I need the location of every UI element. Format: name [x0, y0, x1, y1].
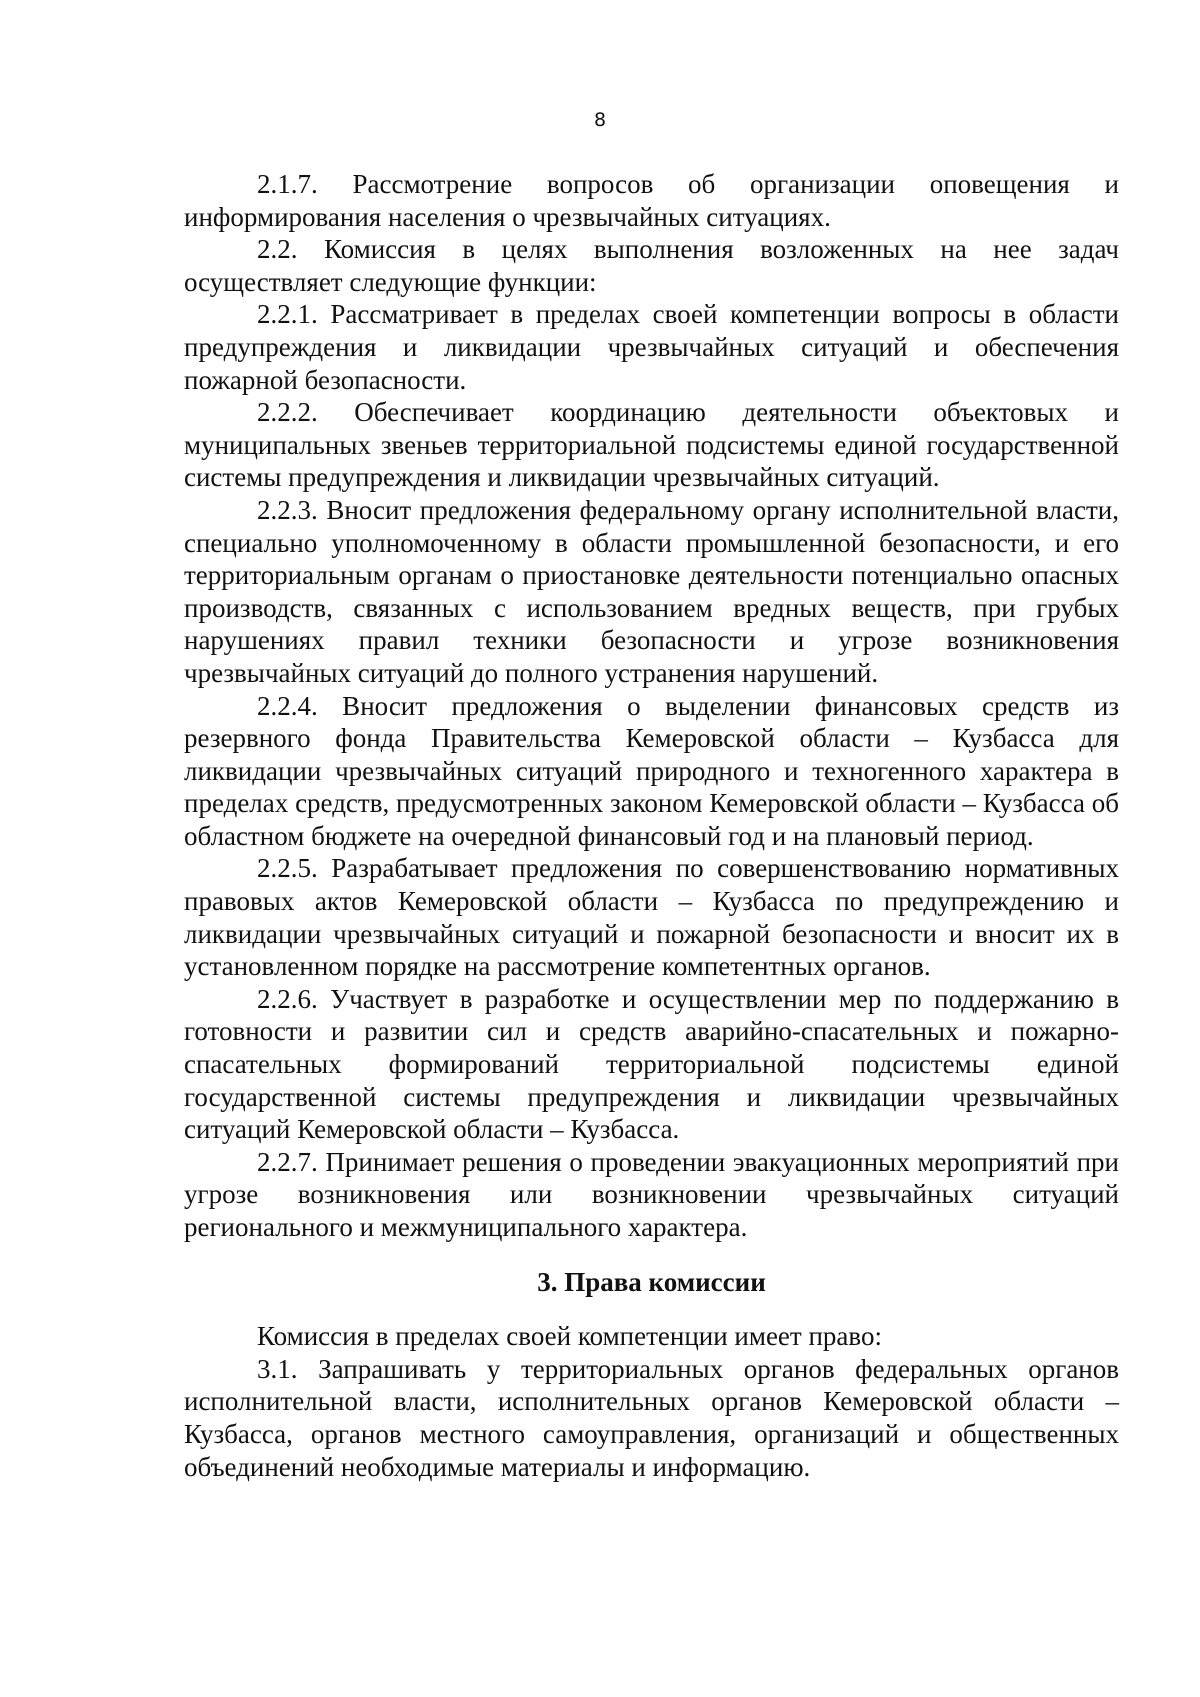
- paragraph-rights-intro: Комиссия в пределах своей компетенции имеет право:: [257, 1321, 882, 1352]
- paragraph-2-2-1: 2.2.1. Рассматривает в пределах своей компетенции вопросы в области предупреждения и ликвидации чрезвычайных ситуаций и обеспечения пожарной безопасности.: [184, 299, 1119, 395]
- page-number: 8: [593, 109, 607, 131]
- paragraph-2-2-5: 2.2.5. Разрабатывает предложения по совершенствованию нормативных правовых актов Кемеровской области – Кузбасса по предупреждению и ликвидации чрезвычайных ситуаций и пожарной безопасности и вносит их в установленном порядке на рассмотрение компетентных органов.: [184, 853, 1119, 982]
- section-heading: 3. Права комиссии: [537, 1266, 766, 1297]
- paragraph-2-2-3: 2.2.3. Вносит предложения федеральному органу исполнительной власти, специально уполномоченному в области промышленной безопасности, и его территориальным органам о приостановке деятельности потенциально опасных производств, связанных с использованием вредных веществ, при грубых нарушениях правил техники безопасности и угрозе возникновения чрезвычайных ситуаций до полного устранения нарушений.: [184, 494, 1119, 688]
- paragraph-2-2-6: 2.2.6. Участвует в разработке и осуществлении мер по поддержанию в готовности и развитии сил и средств аварийно-спасательных и пожарно-спасательных формирований территориальной подсистемы единой государственной системы предупреждения и ликвидации чрезвычайных ситуаций Кемеровской области – Кузбасса.: [184, 983, 1119, 1145]
- document-body: [184, 168, 1119, 1483]
- paragraph-3-1: 3.1. Запрашивать у территориальных органов федеральных органов исполнительной власти, исполнительных органов Кемеровской области – Кузбасса, органов местного самоуправления, организаций и общественных объединений необходимые материалы и информацию.: [184, 1353, 1119, 1482]
- paragraph-2-2: 2.2. Комиссия в целях выполнения возложенных на нее задач осуществляет следующие функции:: [184, 234, 1119, 297]
- paragraph-2-2-7: 2.2.7. Принимает решения о проведении эвакуационных мероприятий при угрозе возникновения или возникновении чрезвычайных ситуаций регионального и межмуниципального характера.: [184, 1146, 1119, 1242]
- paragraph-2-2-4: 2.2.4. Вносит предложения о выделении финансовых средств из резервного фонда Правительства Кемеровской области – Кузбасса для ликвидации чрезвычайных ситуаций природного и техногенного характера в пределах средств, предусмотренных законом Кемеровской области – Кузбасса об областном бюджете на очередной финансовый год и на плановый период.: [184, 690, 1119, 851]
- paragraph-2-2-2: 2.2.2. Обеспечивает координацию деятельности объектовых и муниципальных звеньев территориальной подсистемы единой государственной системы предупреждения и ликвидации чрезвычайных ситуаций.: [184, 397, 1119, 493]
- paragraph-2-1-7: 2.1.7. Рассмотрение вопросов об организации оповещения и информирования населения о чрезвычайных ситуациях.: [184, 169, 1119, 232]
